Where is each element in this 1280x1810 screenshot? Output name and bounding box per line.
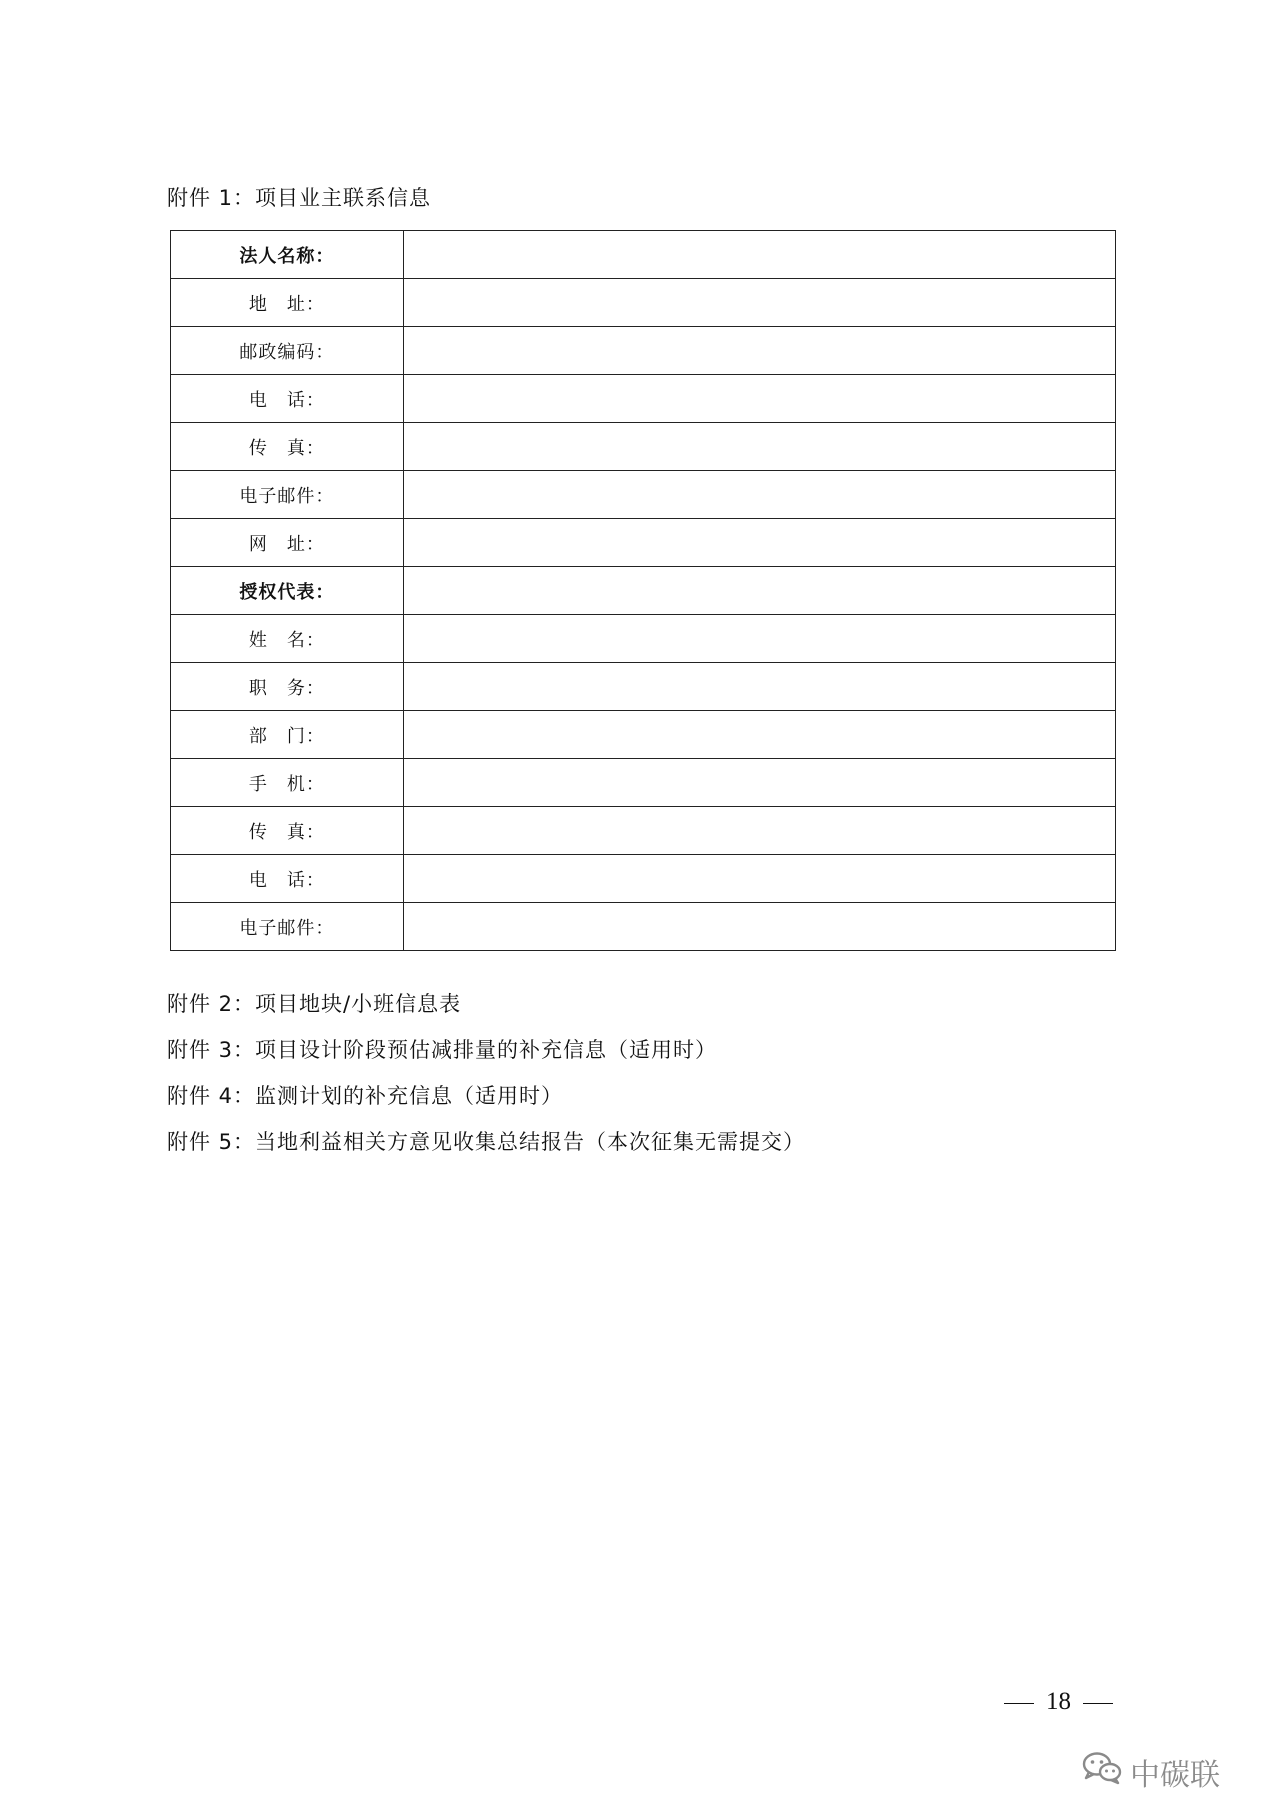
contact-table-row	[171, 855, 1116, 903]
contact-table-row	[171, 471, 1116, 519]
contact-field-label: 邮政编码：	[171, 327, 404, 375]
page-number	[992, 1688, 1125, 1716]
attachment-3-title: 附件 3：项目设计阶段预估减排量的补充信息（适用时）	[167, 1038, 718, 1062]
wechat-icon	[1082, 1751, 1122, 1793]
contact-field-label: 职 务：	[171, 663, 404, 711]
page-number-left-dash	[1004, 1703, 1034, 1704]
contact-table-row	[171, 423, 1116, 471]
attachment-1-title: 附件 1：项目业主联系信息	[167, 186, 432, 210]
contact-field-value	[403, 615, 1115, 663]
contact-table-row	[171, 903, 1116, 951]
watermark	[1082, 1750, 1220, 1794]
contact-table-row	[171, 663, 1116, 711]
contact-field-label: 网 址：	[171, 519, 404, 567]
contact-table-row	[171, 279, 1116, 327]
contact-table-row	[171, 711, 1116, 759]
contact-info-table	[170, 230, 1116, 951]
contact-field-label: 传 真：	[171, 423, 404, 471]
contact-table-row	[171, 231, 1116, 279]
contact-field-value	[403, 903, 1115, 951]
contact-field-value	[403, 519, 1115, 567]
contact-table-row	[171, 519, 1116, 567]
contact-field-value	[403, 663, 1115, 711]
contact-field-value	[403, 807, 1115, 855]
contact-field-value	[403, 471, 1115, 519]
attachment-4-title: 附件 4：监测计划的补充信息（适用时）	[167, 1084, 564, 1108]
contact-table-row	[171, 759, 1116, 807]
contact-field-label: 授权代表：	[171, 567, 404, 615]
contact-field-label: 手 机：	[171, 759, 404, 807]
contact-field-label: 姓 名：	[171, 615, 404, 663]
page-number-text: 18	[1046, 1688, 1071, 1715]
contact-field-label: 传 真：	[171, 807, 404, 855]
contact-table-row	[171, 615, 1116, 663]
contact-table-row	[171, 807, 1116, 855]
contact-table-row	[171, 567, 1116, 615]
contact-field-value	[403, 567, 1115, 615]
contact-table-row	[171, 375, 1116, 423]
contact-field-label: 电 话：	[171, 375, 404, 423]
contact-field-value	[403, 279, 1115, 327]
contact-field-value	[403, 327, 1115, 375]
watermark-text: 中碳联	[1130, 1758, 1220, 1793]
contact-field-label: 部 门：	[171, 711, 404, 759]
contact-field-label: 电 话：	[171, 855, 404, 903]
contact-field-value	[403, 711, 1115, 759]
contact-field-label: 法人名称：	[171, 231, 404, 279]
contact-field-value	[403, 759, 1115, 807]
contact-table-row	[171, 327, 1116, 375]
attachment-2-title: 附件 2：项目地块/小班信息表	[167, 992, 462, 1016]
page-number-right-dash	[1083, 1703, 1113, 1704]
contact-field-label: 电子邮件：	[171, 903, 404, 951]
attachment-5-title: 附件 5：当地利益相关方意见收集总结报告（本次征集无需提交）	[167, 1130, 806, 1154]
contact-field-value	[403, 423, 1115, 471]
contact-field-label: 电子邮件：	[171, 471, 404, 519]
contact-field-value	[403, 375, 1115, 423]
contact-field-value	[403, 231, 1115, 279]
attachment-list	[167, 990, 805, 1174]
contact-field-label: 地 址：	[171, 279, 404, 327]
contact-field-value	[403, 855, 1115, 903]
